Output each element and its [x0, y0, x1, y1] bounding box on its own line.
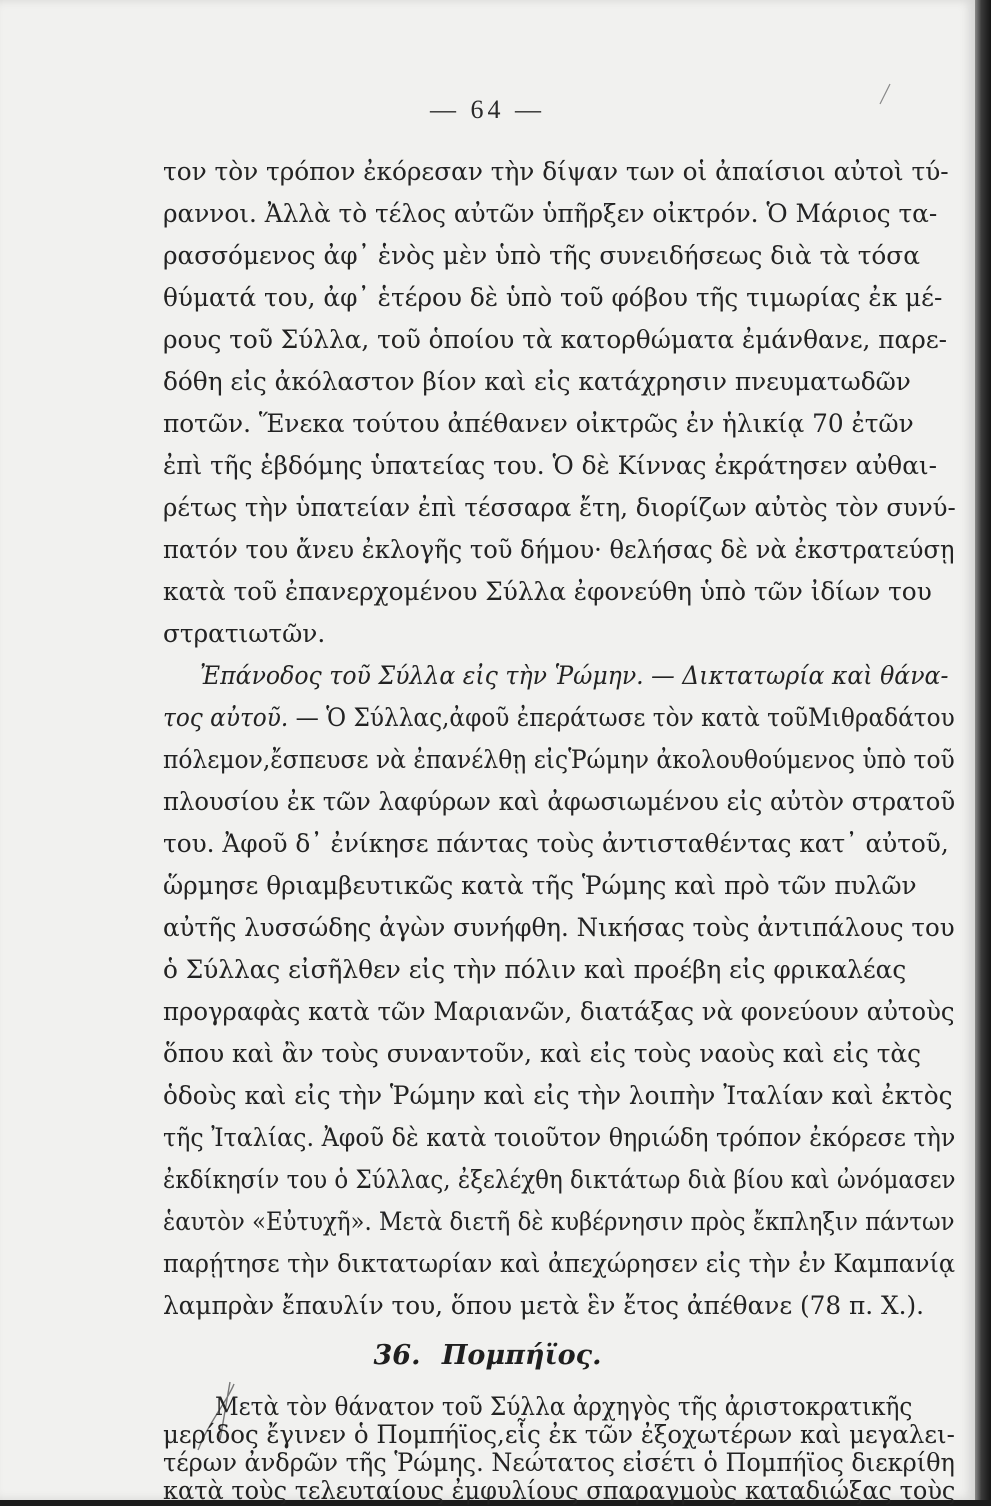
- text-line: ποτῶν. Ἕνεκα τούτου ἀπέθανεν οἰκτρῶς ἐν ἡλικίᾳ 70 ἐτῶν: [163, 409, 914, 438]
- text-line: δόθη εἰς ἀκόλαστον βίον καὶ εἰς κατάχρησιν πνευματωδῶν: [163, 367, 911, 396]
- text-line: Μετὰ τὸν θάνατον τοῦ Σύλλα ἀρχηγὸς τῆς ἀριστοκρατικῆς: [215, 1392, 913, 1421]
- text-line: τῆς Ἰταλίας. Ἀφοῦ δὲ κατὰ τοιοῦτον θηριώδη τρόπον ἐκόρεσε τὴν: [163, 1123, 956, 1152]
- text-line: θύματά του, ἀφ᾽ ἑτέρου δὲ ὑπὸ τοῦ φόβου τῆς τιμωρίας ἐκ μέ-: [163, 283, 943, 312]
- text-line: πλουσίου ἐκ τῶν λαφύρων καὶ ἀφωσιωμένου εἰς αὐτὸν στρατοῦ: [163, 787, 956, 816]
- text-line: ραννοι. Ἀλλὰ τὸ τέλος αὐτῶν ὑπῆρξεν οἰκτρόν. Ὁ Μάριος τα-: [163, 199, 938, 228]
- text-line: τέρων ἀνδρῶν τῆς Ῥώμης. Νεώτατος εἰσέτι ὁ Πομπήϊος διεκρίθη: [163, 1448, 955, 1477]
- text-line: στρατιωτῶν.: [163, 619, 326, 648]
- text-line: πόλεμον,ἔσπευσε νὰ ἐπανέλθῃ εἰςῬώμην ἀκολουθούμενος ὑπὸ τοῦ: [163, 745, 955, 774]
- subsection-title-line2: [163, 703, 955, 733]
- text-line: αὐτῆς λυσσώδης ἀγὼν συνήφθη. Νικήσας τοὺς ἀντιπάλους του: [163, 913, 955, 942]
- text-line: ἐπὶ τῆς ἑβδόμης ὑπατείας του. Ὁ δὲ Κίννας ἐκράτησεν αὐθαι-: [163, 451, 937, 480]
- text-line: ἐκδίκησίν του ὁ Σύλλας, ἐξελέχθη δικτάτωρ διὰ βίου καὶ ὠνόμασεν: [163, 1165, 956, 1194]
- text-fragment: — Ὁ Σύλλας,ἀφοῦ ἐπεράτωσε τὸν κατὰ τοῦΜιθραδάτου: [288, 703, 955, 732]
- text-line: μερίδος ἔγινεν ὁ Πομπήϊος,εἷς ἐκ τῶν ἐξοχωτέρων καὶ μεγαλει-: [163, 1420, 955, 1449]
- subsection-title-end: τος αὐτοῦ.: [163, 703, 289, 732]
- text-line: ὥρμησε θριαμβευτικῶς κατὰ τῆς Ῥώμης καὶ πρὸ τῶν πυλῶν: [163, 871, 917, 900]
- text-line: ὁ Σύλλας εἰσῆλθεν εἰς τὴν πόλιν καὶ προέβη εἰς φρικαλέας: [163, 955, 907, 984]
- text-line: ρους τοῦ Σύλλα, τοῦ ὁποίου τὰ κατορθώματα ἐμάνθανε, παρε-: [163, 325, 948, 354]
- subsection-title: Ἐπάνοδος τοῦ Σύλλα εἰς τὴν Ῥώμην. — Δικτατωρία καὶ θάνα-: [200, 661, 949, 690]
- text-line: ρασσόμενος ἀφ᾽ ἑνὸς μὲν ὑπὸ τῆς συνειδήσεως διὰ τὰ τόσα: [163, 241, 920, 270]
- text-line: του. Ἀφοῦ δ᾽ ἐνίκησε πάντας τοὺς ἀντισταθέντας κατ᾽ αὐτοῦ,: [163, 829, 949, 858]
- text-line: ρέτως τὴν ὑπατείαν ἐπὶ τέσσαρα ἔτη, διορίζων αὐτὸς τὸν συνύ-: [163, 493, 956, 522]
- text-line: προγραφὰς κατὰ τῶν Μαριανῶν, διατάξας νὰ φονεύουν αὐτοὺς: [163, 997, 955, 1026]
- text-line: πατόν του ἄνευ ἐκλογῆς τοῦ δήμου· θελήσας δὲ νὰ ἐκστρατεύσῃ: [163, 535, 955, 564]
- text-line: τον τὸν τρόπον ἐκόρεσαν τὴν δίψαν των οἱ ἀπαίσιοι αὐτοὶ τύ-: [163, 157, 949, 186]
- section-number: 36.: [373, 1340, 421, 1371]
- text-line: ὁδοὺς καὶ εἰς τὴν Ῥώμην καὶ εἰς τὴν λοιπὴν Ἰταλίαν καὶ ἐκτὸς: [163, 1081, 953, 1110]
- text-line: ἑαυτὸν «Εὐτυχῆ». Μετὰ διετῆ δὲ κυβέρνησιν πρὸς ἔκπληξιν πάντων: [163, 1207, 955, 1236]
- text-line: κατὰ τοῦ ἐπανερχομένου Σύλλα ἐφονεύθη ὑπὸ τῶν ἰδίων του: [163, 577, 932, 606]
- text-line: κατὰ τοὺς τελευταίους ἐμφυλίους σπαραγμοὺς καταδιώξας τοὺς: [163, 1476, 956, 1505]
- text-line: παρῄτησε τὴν δικτατωρίαν καὶ ἀπεχώρησεν εἰς τὴν ἐν Καμπανίᾳ: [163, 1249, 956, 1278]
- text-line: λαμπρὰν ἔπαυλίν του, ὅπου μετὰ ἓν ἔτος ἀπέθανε (78 π. Χ.).: [163, 1291, 925, 1320]
- text-line: ὅπου καὶ ἂν τοὺς συναντοῦν, καὶ εἰς τοὺς ναοὺς καὶ εἰς τὰς: [163, 1039, 921, 1068]
- page-number: — 64 —: [430, 95, 545, 124]
- section-heading: [0, 1340, 975, 1371]
- book-binding-edge: [975, 0, 991, 1500]
- section-title: Πομπήϊος.: [441, 1340, 602, 1371]
